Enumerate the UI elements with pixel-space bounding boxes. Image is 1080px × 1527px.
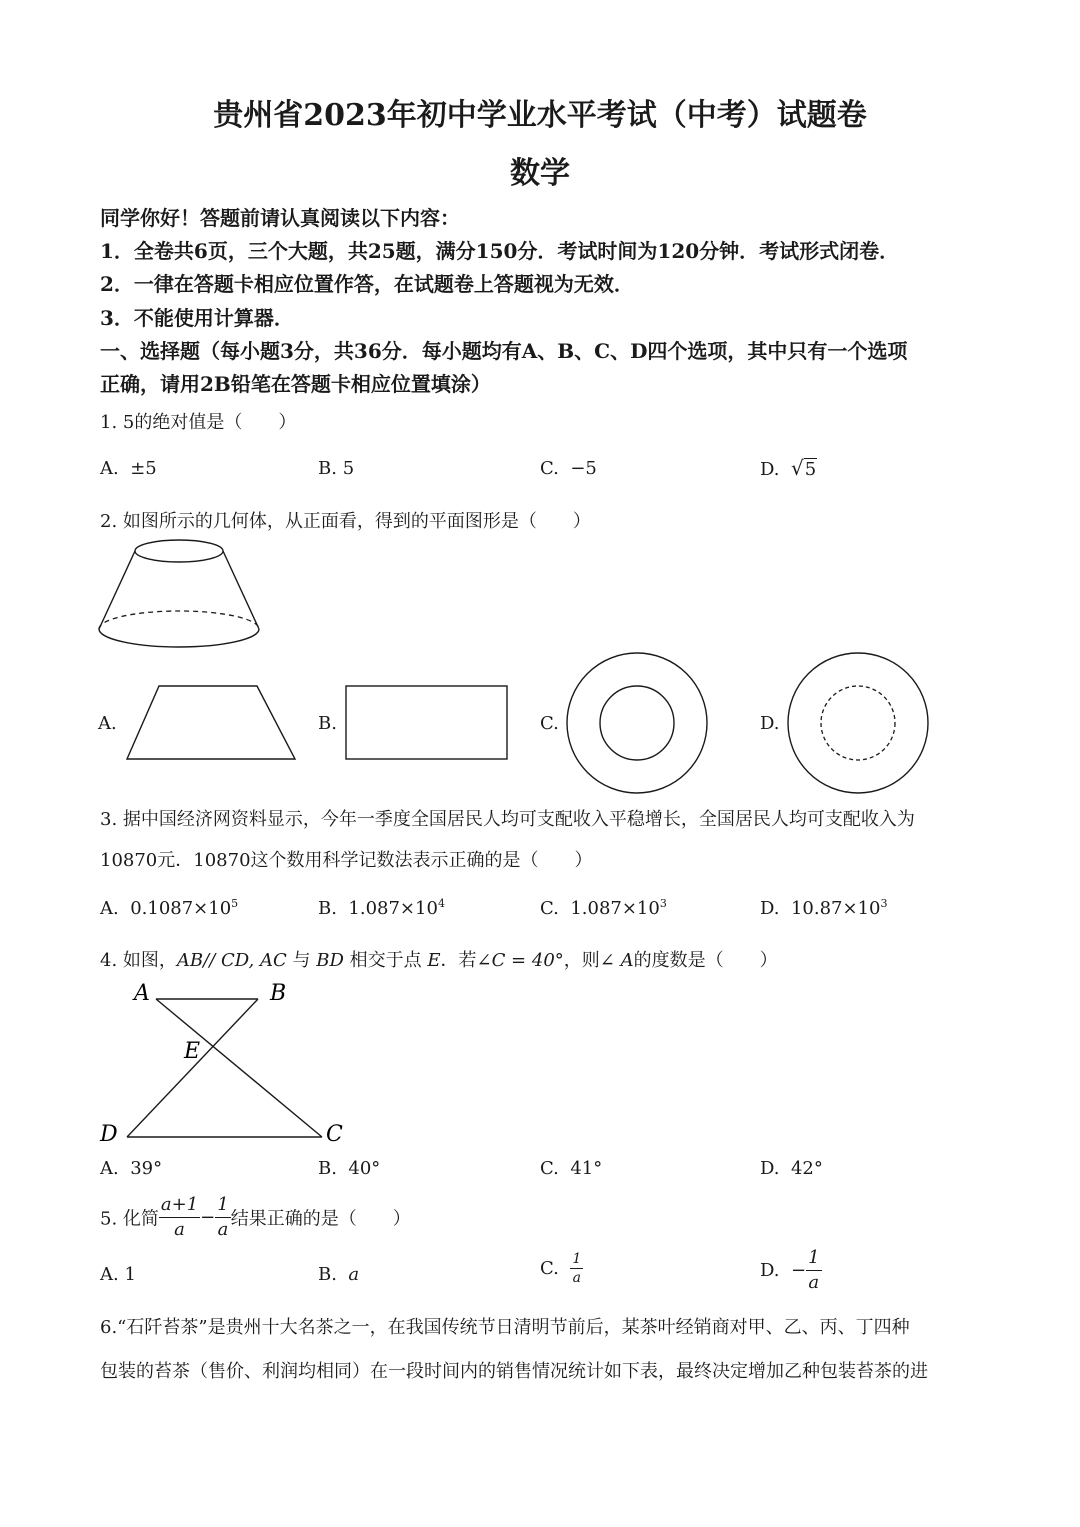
q6-stem-line-2: 包装的苔茶（售价、利润均相同）在一段时间内的销售情况统计如下表，最终决定增加乙种包装苔茶的进	[100, 1361, 928, 1382]
q2-option-d-circle-dashed-inner	[787, 653, 932, 798]
q3-option-a: A. $0.1087\times 10^5$	[100, 897, 239, 919]
notice-greeting: 同学你好！答题前请认真阅读以下内容：	[100, 206, 460, 230]
q4-option-b: B. 40°	[318, 1158, 381, 1179]
q2-option-c-concentric-circles	[566, 653, 711, 798]
q3-option-b: B. $1.087\times 10^4$	[318, 897, 445, 919]
q2-option-d-label: D.	[760, 713, 780, 734]
q1-option-a	[100, 458, 157, 479]
q4-geometry-figure	[96, 978, 356, 1148]
section-1-heading-line-2: 正确，请用2B铅笔在答题卡相应位置填涂）	[100, 372, 491, 396]
q3-stem-line-1: 3. 据中国经济网资料显示，今年一季度全国居民人均可支配收入平稳增长，全国居民人均可支配收入为	[100, 809, 915, 830]
sqrt-symbol: √	[790, 456, 804, 480]
q4-option-c: C. 41°	[540, 1158, 603, 1179]
q5-option-c-fraction: $\frac{1}{a}$	[572, 1251, 582, 1286]
q5-option-a: A. 1	[100, 1264, 136, 1285]
q4-option-d: D. 42°	[760, 1158, 823, 1179]
q2-frustum-figure	[96, 538, 266, 658]
q5-stem: 5. 化简 $\frac{a+1}{a}$ − $\frac{1}{a}$ 结果正确的是（ ）	[100, 1194, 411, 1240]
q6-stem-line-1: 6.“石阡苔茶”是贵州十大名茶之一，在我国传统节日清明节前后，某茶叶经销商对甲、乙、丙、丁四种	[100, 1317, 910, 1338]
q3-stem-line-2: 10870元．10870这个数用科学记数法表示正确的是（ ）	[100, 850, 593, 871]
q2-stem: 2. 如图所示的几何体，从正面看，得到的平面图形是（ ）	[100, 511, 591, 532]
q5-option-c: C. $\frac{1}{a}$	[540, 1251, 582, 1286]
label-d: D	[100, 1122, 118, 1147]
label-c: C	[326, 1122, 343, 1147]
subject-title: 数学	[510, 156, 570, 191]
q2-option-b-rectangle	[345, 684, 510, 764]
notice-item-2: 2．一律在答题卡相应位置作答，在试题卷上答题视为无效．	[100, 272, 634, 296]
label-b: B	[270, 981, 287, 1006]
frustum-top-ellipse	[135, 540, 223, 562]
frustum-bottom-front	[99, 629, 259, 647]
q2-option-c-label: C.	[540, 713, 559, 734]
q1-stem: 1. 5的绝对值是（ ）	[100, 412, 297, 433]
q1-option-d-value: 5	[804, 459, 817, 480]
q1-option-a-label: A.	[100, 458, 119, 479]
q1-option-a-value: ±5	[130, 458, 157, 479]
label-a: A	[134, 981, 150, 1006]
q1-option-b-value: 5	[342, 458, 355, 479]
q5-option-d-fraction: $\frac{1}{a}$	[808, 1247, 820, 1293]
q1-option-b	[318, 458, 354, 479]
q4-option-a: A. 39°	[100, 1158, 163, 1179]
label-e: E	[184, 1039, 201, 1064]
q2-option-b-label: B.	[318, 713, 337, 734]
q1-option-c	[540, 458, 597, 479]
notice-item-3: 3．不能使用计算器．	[100, 306, 294, 330]
q3-option-c: C. $1.087\times 10^3$	[540, 897, 667, 919]
q5-fraction-2: $\frac{1}{a}$	[217, 1194, 229, 1240]
frustum-bottom-back-dashed	[99, 611, 259, 629]
q1-option-d-label: D.	[760, 459, 780, 480]
q1-option-b-label: B.	[318, 458, 337, 479]
q5-option-b: B. a	[318, 1264, 360, 1285]
q2-option-a-trapezoid	[125, 684, 300, 764]
q1-option-c-value: −5	[570, 458, 597, 479]
section-1-heading-line-1: 一、选择题（每小题3分，共36分．每小题均有A、B、C、D四个选项，其中只有一个选项	[100, 339, 908, 363]
q5-option-d: D. − $\frac{1}{a}$	[760, 1247, 820, 1293]
q1-option-d	[760, 456, 817, 480]
q1-option-c-label: C.	[540, 458, 559, 479]
exam-title: 贵州省2023年初中学业水平考试（中考）试题卷	[213, 98, 867, 133]
notice-item-1: 1．全卷共6页，三个大题，共25题，满分150分．考试时间为120分钟．考试形式闭卷．	[100, 239, 900, 263]
q3-option-d: D. $10.87\times 10^3$	[760, 897, 888, 919]
q2-option-a-label: A.	[98, 713, 117, 734]
q4-stem: 4. 如图，AB// CD, AC 与 BD 相交于点 E．若∠C = 40°，则∠ A的度数是（ ）	[100, 950, 778, 971]
q5-fraction-1: $\frac{a+1}{a}$	[160, 1194, 199, 1240]
